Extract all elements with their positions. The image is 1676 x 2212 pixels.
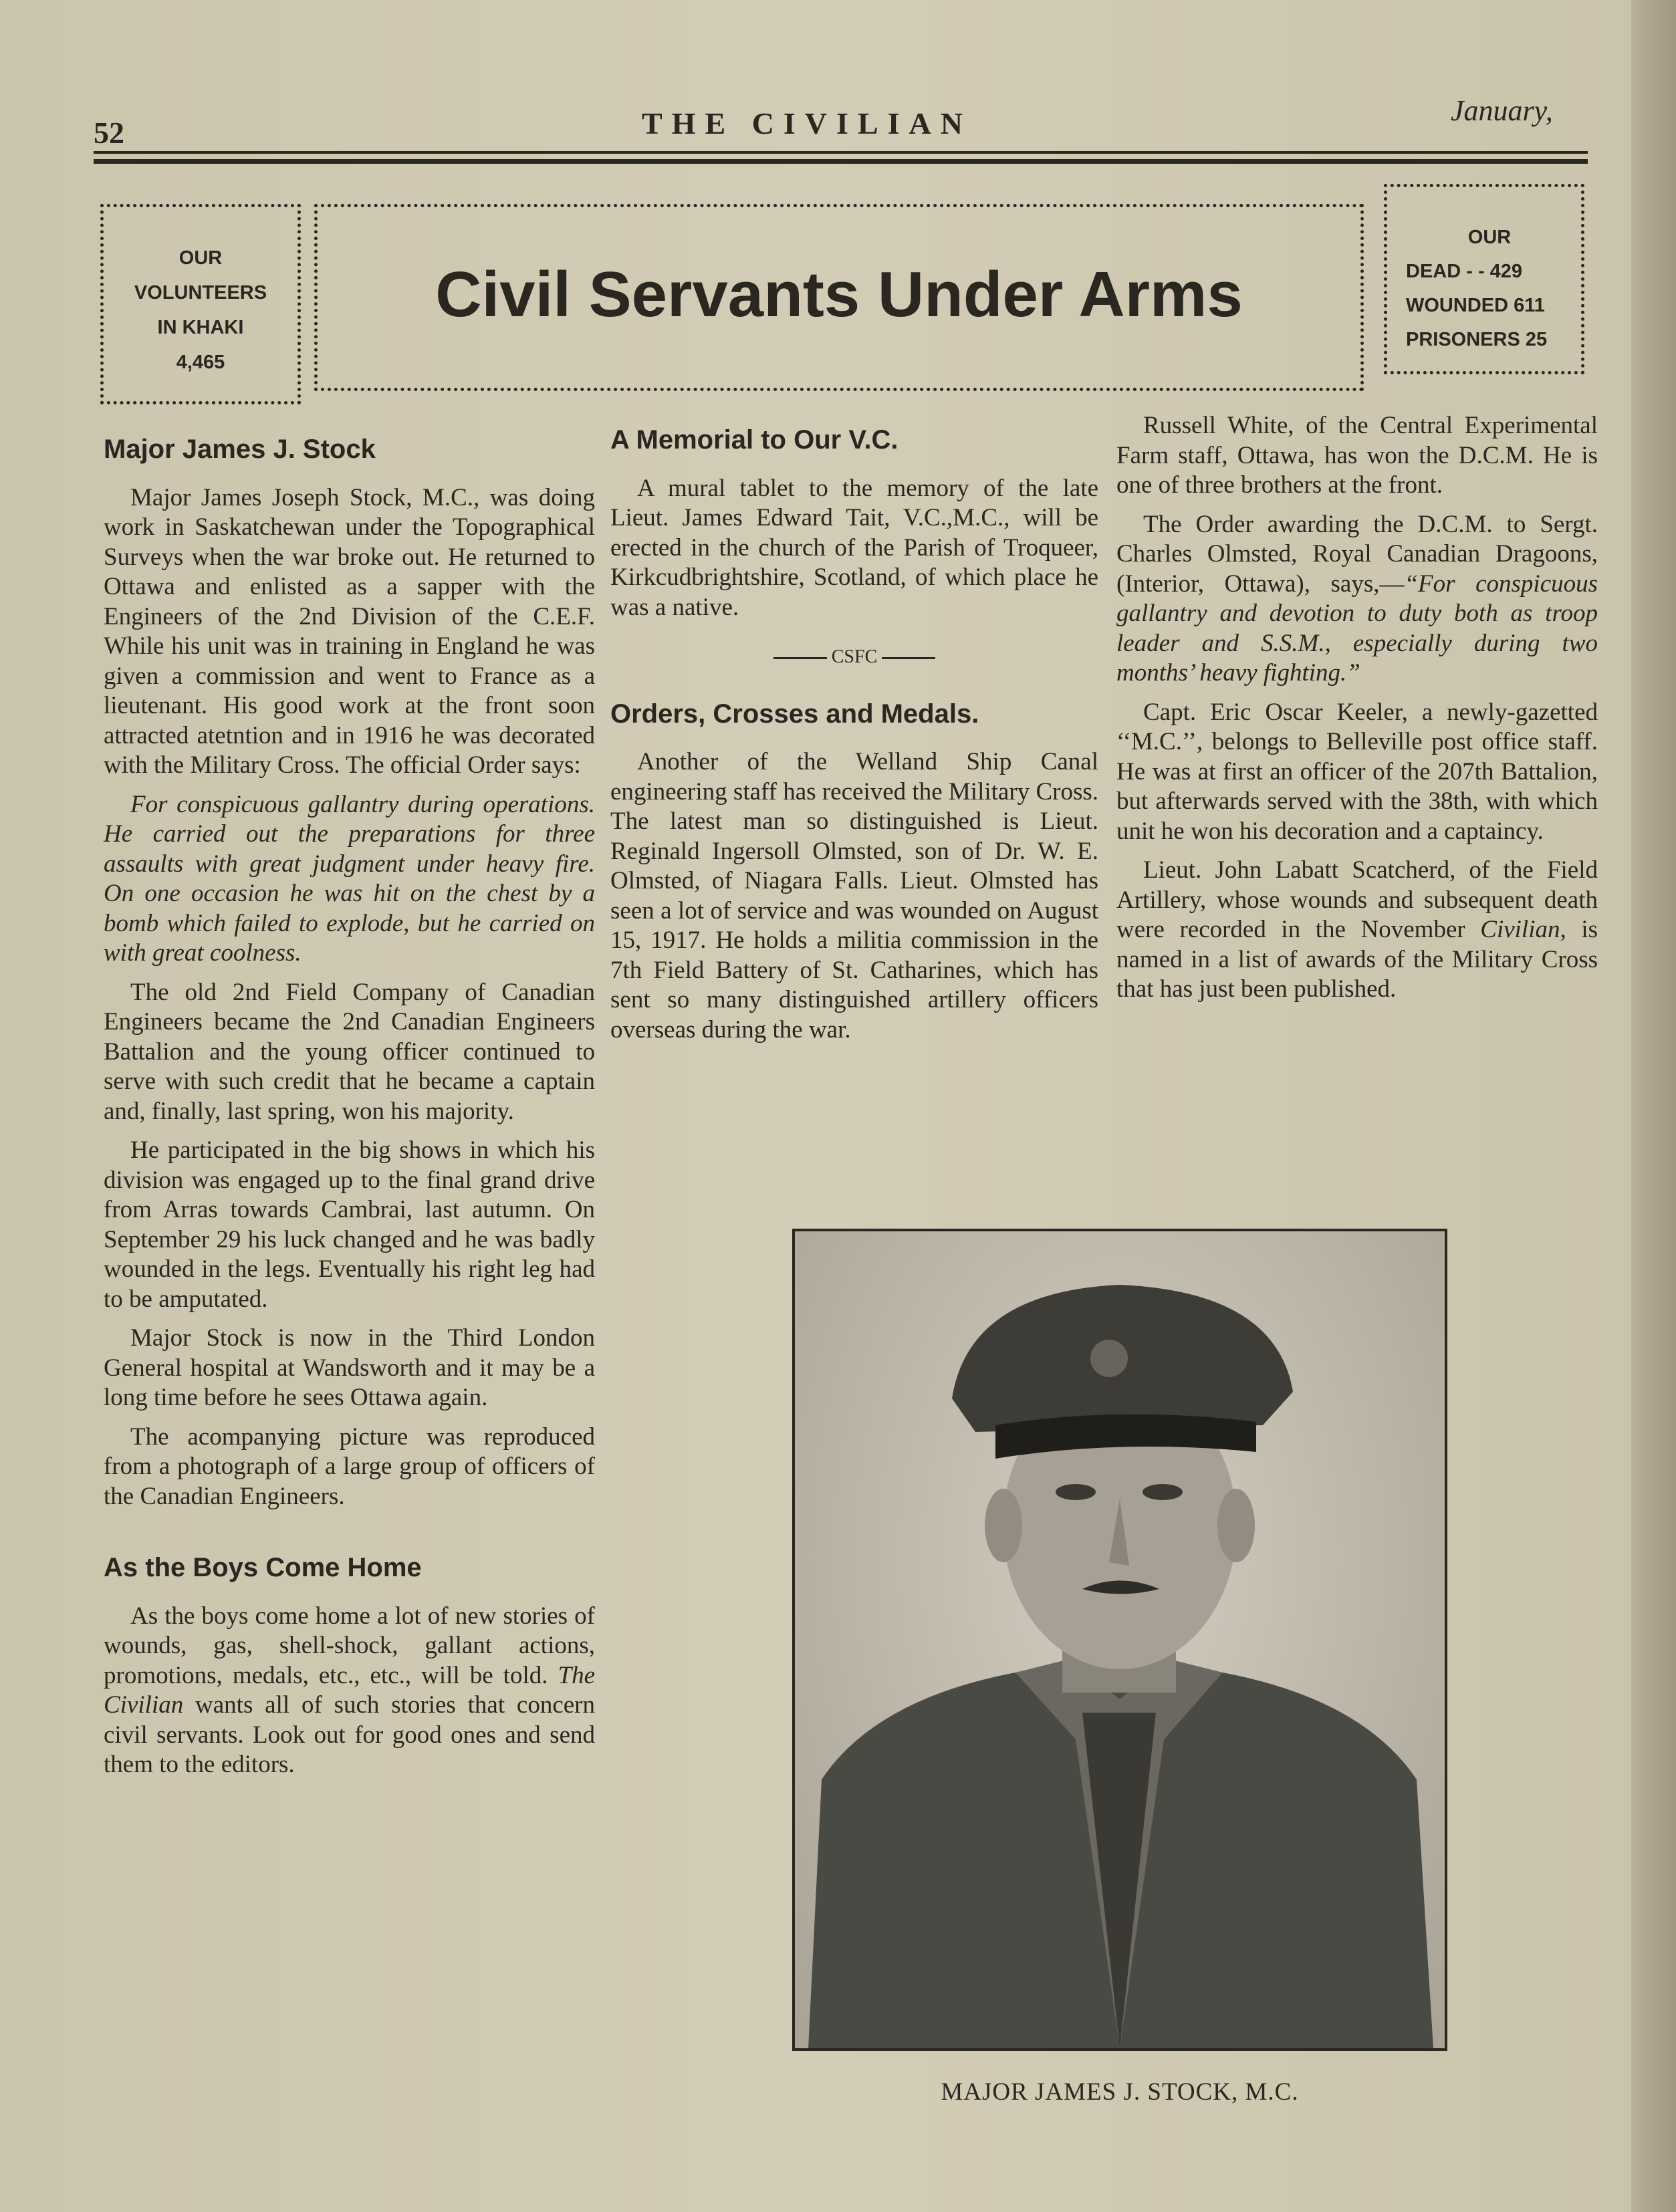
section-separator [610, 642, 1098, 672]
volunteers-in-khaki: IN KHAKI [157, 317, 244, 338]
header-rule-top [94, 151, 1588, 154]
column-1 [104, 435, 595, 1790]
scatcherd-text-1: Lieut. John Labatt Scatcherd, of the Field Artillery, whose wounds and subsequent death were recorded in the November [1116, 856, 1598, 943]
article-stock-p4: He participated in the big shows in which his division was engaged up to the final grand drive from Arras towards Cambrai, last autumn. On September 29 his luck changed and he was badly wounded in the legs. Eventually his right leg had to be amputated. [104, 1136, 595, 1313]
photo-caption: MAJOR JAMES J. STOCK, M.C. [941, 2078, 1299, 2106]
article-stock-citation: For conspicuous gallantry during operations. He carried out the preparations for three assaults with great judgment under heavy fire. On one occasion he was hit on the chest by a bomb which failed to explode, but he carried on with great coolness. [104, 790, 595, 967]
olmsted-text: The Order awarding the D.C.M. to Sergt. Charles Olmsted, Royal Canadian Dragoons, (Interior, Ottawa), says,— [1116, 510, 1598, 598]
article-stock-p6: The acompanying picture was reproduced from a photograph of a large group of officers of the Canadian Engineers. [104, 1423, 595, 1510]
page-spine-shadow [1631, 0, 1676, 2212]
article-keeler-p1: Capt. Eric Oscar Keeler, a newly-gazetted ‘‘M.C.’’, belongs to Belleville post office staff. He was at first an officer of the 207th Battalion, but afterwards served with the 38th, with which unit he won his decoration and a captaincy. [1116, 698, 1598, 845]
journal-title: THE CIVILIAN [642, 106, 972, 140]
boys-civilian-italic: The Civilian [104, 1661, 595, 1719]
volunteers-count: 4,465 [176, 352, 225, 373]
article-memorial-p1: A mural tablet to the memory of the late Lieut. James Edward Tait, V.C.,M.C., will be erected in the church of the Parish of Troqueer, Kirkcudbrightshire, Scotland, of which place he was a native. [610, 474, 1098, 621]
article-white-p1: Russell White, of the Central Experimental Farm staff, Ottawa, has won the D.C.M. He is one of three brothers at the front. [1116, 412, 1598, 499]
portrait-photo [792, 1229, 1447, 2051]
heading-boys-come-home: As the Boys Come Home [104, 1553, 422, 1582]
separator-text: CSFC [831, 646, 878, 667]
issue-month: January, [1451, 94, 1553, 127]
casualties-box [1384, 184, 1584, 374]
volunteers-our: OUR [178, 247, 223, 269]
header-rule-bottom [94, 159, 1588, 164]
article-olmsted-p1 [1116, 510, 1598, 689]
boys-text-2: wants all of such stories that concern civil servants. Look out for good ones and send them to the editors. [104, 1691, 595, 1778]
column-3 [1116, 411, 1598, 1014]
volunteers-label: VOLUNTEERS [134, 282, 267, 303]
heading-memorial: A Memorial to Our V.C. [610, 425, 899, 455]
banner-title: Civil Servants Under Arms [435, 259, 1243, 330]
casualties-prisoners: PRISONERS 25 [1406, 329, 1548, 350]
article-orders-p1: Another of the Welland Ship Canal engineering staff has received the Military Cross. The latest man so distinguished is Lieut. Reginald Ingersoll Olmsted, son of Dr. W. E. Olmsted, of Niagara Falls. Lieut. Olmsted has seen a lot of service and was wounded on August 15, 1917. He holds a militia commission in the 7th Field Battery of St. Catharines, which has sent so many distinguished artillery officers overseas during the war. [610, 748, 1098, 1043]
scatcherd-civilian-italic: Civilian, [1480, 916, 1566, 943]
title-box [314, 204, 1364, 391]
article-boys-p1 [104, 1602, 595, 1780]
portrait-illustration [795, 1231, 1445, 2048]
casualties-dead: DEAD - - 429 [1406, 261, 1523, 282]
column-2 [610, 425, 1098, 1054]
casualties-wounded: WOUNDED 611 [1406, 295, 1545, 316]
article-stock-p1: Major James Joseph Stock, M.C., was doing work in Saskatchewan under the Topographical Surveys when the war broke out. He returned to Ottawa and enlisted as a sapper with the Engineers of the 2nd Division of the C.E.F. While his unit was in training in England he was given a commission and went to France as a lieutenant. His good work at the front soon attracted atetntion and in 1916 he was decorated with the Military Cross. The official Order says: [104, 483, 595, 779]
heading-orders: Orders, Crosses and Medals. [610, 699, 979, 729]
heading-major-stock: Major James J. Stock [104, 435, 376, 464]
article-scatcherd-p1 [1116, 856, 1598, 1005]
olmsted-citation: “For conspicuous gallantry and devotion to duty both as troop leader and S.S.M., especially during two months’ heavy fighting.” [1116, 570, 1598, 687]
boys-text-1: As the boys come home a lot of new stories of wounds, gas, shell-shock, gallant actions, promotions, medals, etc., etc., will be told. [104, 1602, 595, 1689]
article-stock-p5: Major Stock is now in the Third London General hospital at Wandsworth and it may be a long time before he sees Ottawa again. [104, 1324, 595, 1411]
scatcherd-text-2: is named in a list of awards of the Military Cross that has just been published. [1116, 916, 1598, 1003]
volunteers-box [100, 204, 301, 404]
casualties-our: OUR [1467, 227, 1512, 248]
page-number: 52 [94, 116, 124, 150]
article-stock-p3: The old 2nd Field Company of Canadian Engineers became the 2nd Canadian Engineers Battalion and the young officer continued to serve with such credit that he became a captain and, finally, last spring, won his majority. [104, 978, 595, 1125]
